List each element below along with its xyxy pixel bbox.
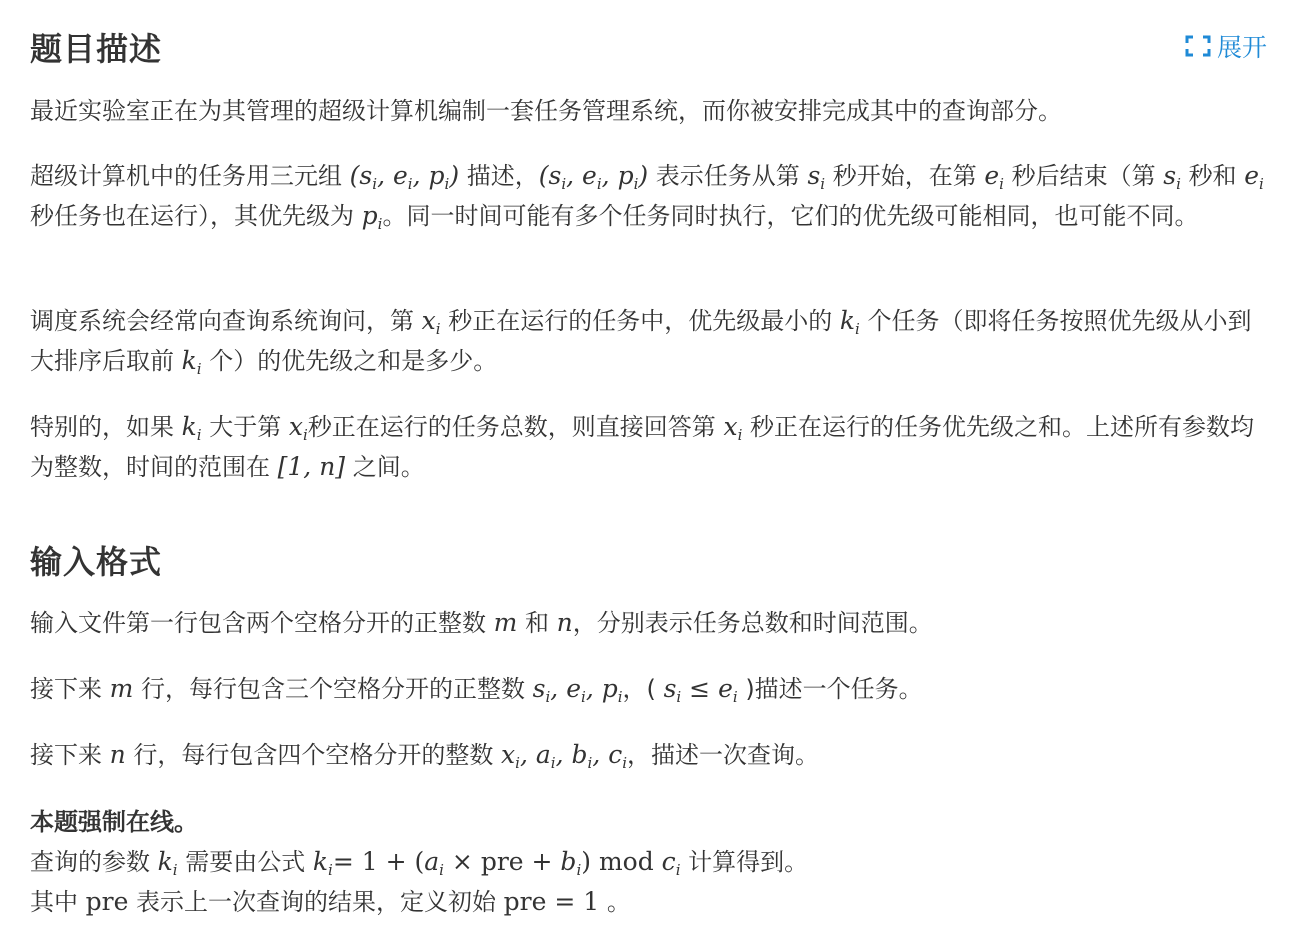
description-heading: 题目描述: [30, 30, 163, 68]
input-paragraph-2: 接下来 m 行，每行包含三个空格分开的正整数 $s_i$, $e_i$, $p_i$，( $s_i \le e_i$ )描述一个任务。: [30, 674, 923, 706]
expand-button[interactable]: [1185, 28, 1267, 64]
input-paragraph-3: 接下来 n 行，每行包含四个空格分开的整数 $x_i$, $a_i$, $b_i$, $c_i$，描述一次查询。: [30, 740, 820, 772]
description-paragraph-1: 最近实验室正在为其管理的超级计算机编制一套任务管理系统，而你被安排完成其中的查询部分。: [30, 97, 1062, 125]
input-paragraph-1: 输入文件第一行包含两个空格分开的正整数 m 和 n，分别表示任务总数和时间范围。: [30, 608, 933, 637]
description-paragraph-3: 调度系统会经常向查询系统询问，第 $x_i$ 秒正在运行的任务中，优先级最小的 $k_i$ 个任务（即将任务按照优先级从小到大排序后取前 $k_i$ 个）的优先级之和是多少。: [30, 306, 1252, 378]
description-paragraph-2: 超级计算机中的任务用三元组 ($s_i$, $e_i$, $p_i$) 描述，($s_i$, $e_i$, $p_i$) 表示任务从第 $s_i$ 秒开始，在第 $e_i$ 秒后结束（第 $s_i$ 秒和 $e_i$ 秒任务也在运行），其优先级为 $p_i$。同一时间可能有多个任务同时执行，它们的优先级可能相同，也可能不同。: [30, 161, 1264, 233]
expand-label: 展开: [1216, 33, 1267, 62]
expand-icon: [1185, 35, 1211, 57]
description-paragraph-4: 特别的，如果 $k_i$ 大于第 $x_i$秒正在运行的任务总数，则直接回答第 $x_i$ 秒正在运行的任务优先级之和。上述所有参数均为整数，时间的范围在 [1, n] 之间。: [30, 412, 1255, 481]
online-note: 本题强制在线。 查询的参数 $k_i$ 需要由公式 $k_i= 1 + (a_i$ × pre + $b_i$) mod $c_i$ 计算得到。 其中 pre 表示上一次查询的结果，定义初始 pre = 1 。: [30, 808, 809, 916]
online-note-title: 本题强制在线。: [30, 808, 198, 836]
input-format-heading: 输入格式: [30, 543, 163, 581]
